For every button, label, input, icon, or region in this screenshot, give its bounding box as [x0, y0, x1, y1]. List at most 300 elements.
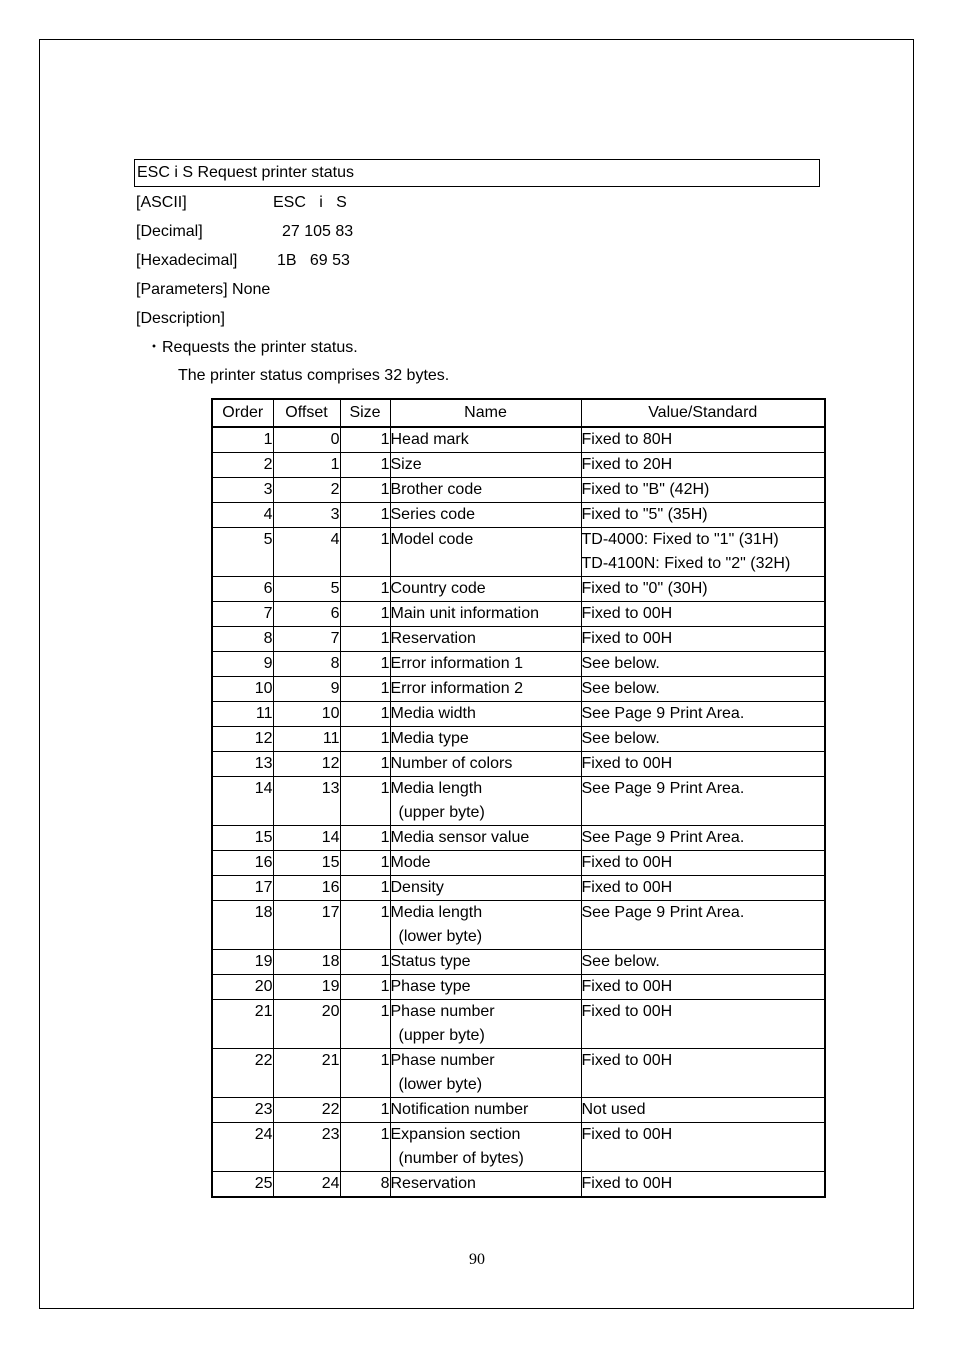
- cell-name-line2: (number of bytes): [398, 1150, 524, 1167]
- cell-offset-text: 14: [321, 829, 340, 846]
- cell-value-text: Fixed to 00H: [581, 605, 673, 622]
- cell-name: [390, 975, 581, 1000]
- cell-offset: [273, 1098, 340, 1123]
- cell-name-line2: (lower byte): [398, 1076, 483, 1093]
- cell-name-text: Model code: [390, 531, 474, 548]
- cell-value-text: See below.: [581, 730, 660, 747]
- cell-order: [212, 652, 273, 677]
- description-bullet: ・Requests the printer status.: [146, 339, 358, 356]
- cell-offset-text: 18: [321, 953, 340, 970]
- cell-value: [581, 950, 825, 975]
- cell-offset: [273, 1123, 340, 1172]
- table-header-row: [212, 399, 825, 427]
- cell-order: [212, 876, 273, 901]
- cell-size: [340, 478, 390, 503]
- cell-offset-text: 3: [330, 506, 340, 523]
- cell-size: [340, 901, 390, 950]
- cell-value: [581, 1172, 825, 1198]
- cell-value-text: See Page 9 Print Area.: [581, 904, 745, 921]
- cell-offset-text: 17: [321, 904, 340, 921]
- table-row: [212, 577, 825, 602]
- cell-size: [340, 577, 390, 602]
- table-row: [212, 478, 825, 503]
- description-label: [Description]: [136, 310, 225, 327]
- cell-name: [390, 950, 581, 975]
- cell-size: [340, 876, 390, 901]
- cell-offset-text: 15: [321, 854, 340, 871]
- cell-size-text: 1: [380, 829, 390, 846]
- cell-offset: [273, 975, 340, 1000]
- cell-name-text: Status type: [390, 953, 471, 970]
- cell-offset: [273, 702, 340, 727]
- cell-value: [581, 1049, 825, 1098]
- cell-value-text: TD-4000: Fixed to "1" (31H): [581, 531, 779, 548]
- cell-offset-text: 9: [330, 680, 340, 697]
- cell-order-text: 8: [263, 630, 273, 647]
- cell-size-text: 1: [380, 655, 390, 672]
- cell-value: [581, 503, 825, 528]
- cell-order-text: 2: [263, 456, 273, 473]
- cell-order: [212, 901, 273, 950]
- ascii-value: ESC i S: [273, 194, 347, 211]
- cell-value: [581, 453, 825, 478]
- decimal-value: 27 105 83: [282, 223, 354, 240]
- cell-order-text: 16: [254, 854, 273, 871]
- cell-size: [340, 727, 390, 752]
- cell-name-text: Brother code: [390, 481, 483, 498]
- cell-name: [390, 602, 581, 627]
- cell-order: [212, 577, 273, 602]
- cell-size: [340, 950, 390, 975]
- cell-offset: [273, 652, 340, 677]
- cell-name-text: Main unit information: [390, 605, 540, 622]
- cell-value-text: Not used: [581, 1101, 646, 1118]
- cell-size-text: 1: [380, 531, 390, 548]
- cell-value: [581, 478, 825, 503]
- table-row: [212, 752, 825, 777]
- cell-offset: [273, 901, 340, 950]
- cell-name-text: Media sensor value: [390, 829, 530, 846]
- cell-size: [340, 503, 390, 528]
- cell-name: [390, 503, 581, 528]
- cell-size-text: 1: [380, 755, 390, 772]
- cell-value: [581, 627, 825, 652]
- status-table: [211, 398, 826, 1198]
- cell-value: [581, 528, 825, 577]
- cell-size: [340, 826, 390, 851]
- cell-name: [390, 752, 581, 777]
- cell-offset: [273, 503, 340, 528]
- hex-value: 1B 69 53: [277, 252, 350, 269]
- table-row: [212, 950, 825, 975]
- cell-order: [212, 826, 273, 851]
- cell-offset: [273, 627, 340, 652]
- cell-size: [340, 677, 390, 702]
- cell-name: [390, 453, 581, 478]
- cell-offset-text: 1: [330, 456, 340, 473]
- table-row: [212, 652, 825, 677]
- cell-value-text: Fixed to "5" (35H): [581, 506, 708, 523]
- decimal-label: [Decimal]: [136, 223, 203, 240]
- cell-value-text: Fixed to 00H: [581, 879, 673, 896]
- cell-size-text: 1: [380, 1126, 390, 1143]
- table-row: [212, 503, 825, 528]
- cell-value: [581, 1123, 825, 1172]
- cell-offset: [273, 1000, 340, 1049]
- cell-value: [581, 901, 825, 950]
- cell-offset-text: 11: [322, 730, 340, 747]
- cell-order-text: 3: [263, 481, 273, 498]
- cell-value-text: Fixed to 80H: [581, 431, 673, 448]
- cell-offset-text: 10: [321, 705, 340, 722]
- cell-name-text: Country code: [390, 580, 486, 597]
- cell-value-text: Fixed to 00H: [581, 755, 673, 772]
- cell-value-text: Fixed to "0" (30H): [581, 580, 708, 597]
- cell-offset-text: 7: [330, 630, 340, 647]
- cell-order: [212, 1049, 273, 1098]
- parameters-text: [Parameters] None: [136, 281, 271, 298]
- cell-size-text: 1: [380, 879, 390, 896]
- cell-size-text: 1: [380, 680, 390, 697]
- cell-name-line2: (upper byte): [398, 1027, 485, 1044]
- cell-order: [212, 503, 273, 528]
- cell-offset-text: 12: [321, 755, 340, 772]
- cell-order-text: 21: [254, 1003, 273, 1020]
- cell-name-text: Density: [390, 879, 444, 896]
- cell-value-text: See below.: [581, 680, 660, 697]
- cell-name: [390, 777, 581, 826]
- cell-value-text: Fixed to 00H: [581, 1126, 673, 1143]
- cell-size: [340, 1123, 390, 1172]
- cell-order: [212, 1000, 273, 1049]
- cell-order-text: 25: [254, 1175, 273, 1192]
- cell-name-text: Size: [390, 456, 422, 473]
- cell-order: [212, 851, 273, 876]
- cell-order: [212, 478, 273, 503]
- cell-order: [212, 1123, 273, 1172]
- cell-offset-text: 0: [330, 431, 340, 448]
- cell-value: [581, 677, 825, 702]
- cell-name: [390, 1000, 581, 1049]
- cell-name-text: Reservation: [390, 1175, 476, 1192]
- cell-size-text: 1: [380, 730, 390, 747]
- cell-name: [390, 876, 581, 901]
- cell-name: [390, 627, 581, 652]
- cell-order: [212, 1098, 273, 1123]
- cell-value: [581, 876, 825, 901]
- cell-size: [340, 702, 390, 727]
- cell-value-text: Fixed to 00H: [581, 1003, 673, 1020]
- cell-name: [390, 851, 581, 876]
- cell-offset: [273, 427, 340, 453]
- cell-order: [212, 950, 273, 975]
- cell-offset: [273, 528, 340, 577]
- cell-size-text: 1: [380, 605, 390, 622]
- cell-name-text: Head mark: [390, 431, 469, 448]
- cell-value-text: Fixed to "B" (42H): [581, 481, 710, 498]
- cell-order-text: 10: [254, 680, 273, 697]
- cell-offset: [273, 727, 340, 752]
- cell-name-text: Media width: [390, 705, 476, 722]
- cell-order: [212, 777, 273, 826]
- cell-order-text: 15: [254, 829, 273, 846]
- cell-name-text: Media length: [390, 904, 483, 921]
- cell-offset-text: 20: [321, 1003, 340, 1020]
- cell-offset: [273, 478, 340, 503]
- cell-size: [340, 528, 390, 577]
- cell-order: [212, 677, 273, 702]
- cell-order: [212, 752, 273, 777]
- cell-name: [390, 727, 581, 752]
- cell-size: [340, 975, 390, 1000]
- cell-size: [340, 1098, 390, 1123]
- table-row: [212, 1000, 825, 1049]
- cell-name: [390, 1123, 581, 1172]
- table-row: [212, 901, 825, 950]
- cell-name-text: Notification number: [390, 1101, 529, 1118]
- cell-offset-text: 24: [321, 1175, 340, 1192]
- cell-value: [581, 826, 825, 851]
- cell-size-text: 1: [380, 904, 390, 921]
- cell-value: [581, 1000, 825, 1049]
- table-row: [212, 602, 825, 627]
- cell-order-text: 14: [254, 780, 273, 797]
- cell-size-text: 1: [380, 431, 390, 448]
- cell-order-text: 9: [263, 655, 273, 672]
- cell-size-text: 1: [380, 854, 390, 871]
- cell-value-text: Fixed to 00H: [581, 854, 673, 871]
- cell-offset-text: 6: [330, 605, 340, 622]
- cell-name-text: Media type: [390, 730, 469, 747]
- cell-offset-text: 21: [321, 1052, 340, 1069]
- cell-value: [581, 777, 825, 826]
- cell-size: [340, 453, 390, 478]
- cell-value: [581, 752, 825, 777]
- cell-size-text: 1: [380, 1101, 390, 1118]
- cell-size-text: 1: [380, 456, 390, 473]
- table-row: [212, 876, 825, 901]
- cell-name: [390, 901, 581, 950]
- cell-name-text: Reservation: [390, 630, 476, 647]
- cell-size: [340, 1172, 390, 1198]
- cell-offset: [273, 876, 340, 901]
- cell-value: [581, 727, 825, 752]
- cell-order-text: 13: [254, 755, 273, 772]
- cell-order-text: 12: [254, 730, 273, 747]
- header-name: Name: [390, 399, 581, 427]
- cell-size: [340, 627, 390, 652]
- header-value: Value/Standard: [581, 399, 825, 427]
- cell-offset-text: 5: [330, 580, 340, 597]
- description-text: The printer status comprises 32 bytes.: [178, 367, 450, 384]
- cell-order: [212, 427, 273, 453]
- cell-order-text: 22: [254, 1052, 273, 1069]
- cell-order: [212, 702, 273, 727]
- cell-offset: [273, 677, 340, 702]
- cell-offset-text: 8: [330, 655, 340, 672]
- table-row: [212, 1098, 825, 1123]
- cell-offset-text: 16: [321, 879, 340, 896]
- cell-name: [390, 427, 581, 453]
- table-row: [212, 727, 825, 752]
- cell-size: [340, 777, 390, 826]
- cell-size-text: 8: [380, 1175, 390, 1192]
- cell-value-text: See Page 9 Print Area.: [581, 705, 745, 722]
- cell-size: [340, 1000, 390, 1049]
- cell-order-text: 5: [263, 531, 273, 548]
- cell-size-text: 1: [380, 481, 390, 498]
- cell-name: [390, 826, 581, 851]
- cell-order: [212, 727, 273, 752]
- cell-value-text: Fixed to 00H: [581, 1175, 673, 1192]
- cell-offset-text: 2: [330, 481, 340, 498]
- cell-order-text: 4: [263, 506, 273, 523]
- cell-order-text: 11: [255, 705, 273, 722]
- cell-size: [340, 602, 390, 627]
- table-row: [212, 975, 825, 1000]
- cell-size-text: 1: [380, 1003, 390, 1020]
- cell-name-text: Media length: [390, 780, 483, 797]
- cell-size-text: 1: [380, 780, 390, 797]
- cell-size-text: 1: [380, 953, 390, 970]
- cell-value: [581, 851, 825, 876]
- cell-value: [581, 702, 825, 727]
- cell-name: [390, 1172, 581, 1198]
- cell-offset: [273, 1049, 340, 1098]
- cell-name-line2: (lower byte): [398, 928, 483, 945]
- table-row: [212, 826, 825, 851]
- cell-offset: [273, 453, 340, 478]
- ascii-label: [ASCII]: [136, 194, 187, 211]
- table-row: [212, 453, 825, 478]
- cell-value: [581, 1098, 825, 1123]
- cell-order: [212, 602, 273, 627]
- cell-name: [390, 528, 581, 577]
- command-title: ESC i S Request printer status: [134, 159, 820, 187]
- cell-order-text: 20: [254, 978, 273, 995]
- cell-offset-text: 4: [330, 531, 340, 548]
- header-size: Size: [340, 399, 390, 427]
- cell-offset: [273, 602, 340, 627]
- cell-offset-text: 19: [321, 978, 340, 995]
- cell-order-text: 1: [263, 431, 273, 448]
- cell-value-line2: TD-4100N: Fixed to "2" (32H): [581, 555, 791, 572]
- cell-value-text: See Page 9 Print Area.: [581, 829, 745, 846]
- cell-size: [340, 652, 390, 677]
- cell-order-text: 19: [254, 953, 273, 970]
- cell-name-text: Phase type: [390, 978, 471, 995]
- header-offset: Offset: [273, 399, 340, 427]
- cell-value: [581, 577, 825, 602]
- table-row: [212, 1049, 825, 1098]
- cell-value: [581, 427, 825, 453]
- cell-offset-text: 23: [321, 1126, 340, 1143]
- cell-order-text: 18: [254, 904, 273, 921]
- cell-name: [390, 577, 581, 602]
- cell-name-text: Expansion section: [390, 1126, 521, 1143]
- cell-name: [390, 677, 581, 702]
- cell-order-text: 7: [263, 605, 273, 622]
- cell-value-text: See below.: [581, 655, 660, 672]
- cell-offset: [273, 851, 340, 876]
- table-row: [212, 1123, 825, 1172]
- cell-name-text: Phase number: [390, 1003, 495, 1020]
- table-row: [212, 777, 825, 826]
- cell-offset-text: 13: [321, 780, 340, 797]
- cell-offset: [273, 950, 340, 975]
- cell-order-text: 23: [254, 1101, 273, 1118]
- cell-order-text: 24: [254, 1126, 273, 1143]
- cell-value-text: See Page 9 Print Area.: [581, 780, 745, 797]
- cell-size-text: 1: [380, 630, 390, 647]
- cell-value: [581, 975, 825, 1000]
- cell-order-text: 17: [254, 879, 273, 896]
- table-row: [212, 702, 825, 727]
- cell-size-text: 1: [380, 506, 390, 523]
- cell-name: [390, 1098, 581, 1123]
- cell-name-text: Error information 1: [390, 655, 523, 672]
- cell-offset: [273, 777, 340, 826]
- cell-name-text: Number of colors: [390, 755, 513, 772]
- cell-size-text: 1: [380, 978, 390, 995]
- page-number: 90: [469, 1251, 485, 1268]
- cell-size: [340, 752, 390, 777]
- cell-value-text: See below.: [581, 953, 660, 970]
- cell-size: [340, 851, 390, 876]
- cell-offset: [273, 577, 340, 602]
- cell-name-line2: (upper byte): [398, 804, 485, 821]
- cell-name-text: Phase number: [390, 1052, 495, 1069]
- cell-offset: [273, 752, 340, 777]
- table-row: [212, 528, 825, 577]
- cell-order: [212, 975, 273, 1000]
- cell-value-text: Fixed to 20H: [581, 456, 673, 473]
- table-row: [212, 851, 825, 876]
- table-row: [212, 627, 825, 652]
- cell-size: [340, 427, 390, 453]
- cell-size-text: 1: [380, 580, 390, 597]
- cell-value-text: Fixed to 00H: [581, 978, 673, 995]
- cell-offset-text: 22: [321, 1101, 340, 1118]
- cell-value-text: Fixed to 00H: [581, 1052, 673, 1069]
- cell-name-text: Mode: [390, 854, 431, 871]
- cell-offset: [273, 826, 340, 851]
- cell-value: [581, 602, 825, 627]
- cell-value: [581, 652, 825, 677]
- table-row: [212, 1172, 825, 1198]
- cell-size-text: 1: [380, 705, 390, 722]
- cell-order: [212, 627, 273, 652]
- cell-size-text: 1: [380, 1052, 390, 1069]
- cell-size: [340, 1049, 390, 1098]
- cell-name-text: Error information 2: [390, 680, 523, 697]
- cell-order: [212, 1172, 273, 1198]
- table-row: [212, 677, 825, 702]
- cell-name: [390, 702, 581, 727]
- cell-offset: [273, 1172, 340, 1198]
- cell-value-text: Fixed to 00H: [581, 630, 673, 647]
- cell-name: [390, 652, 581, 677]
- header-order: Order: [212, 399, 273, 427]
- cell-order: [212, 528, 273, 577]
- cell-name: [390, 478, 581, 503]
- cell-name: [390, 1049, 581, 1098]
- table-row: [212, 427, 825, 453]
- cell-order-text: 6: [263, 580, 273, 597]
- hex-label: [Hexadecimal]: [136, 252, 238, 269]
- cell-order: [212, 453, 273, 478]
- cell-name-text: Series code: [390, 506, 475, 523]
